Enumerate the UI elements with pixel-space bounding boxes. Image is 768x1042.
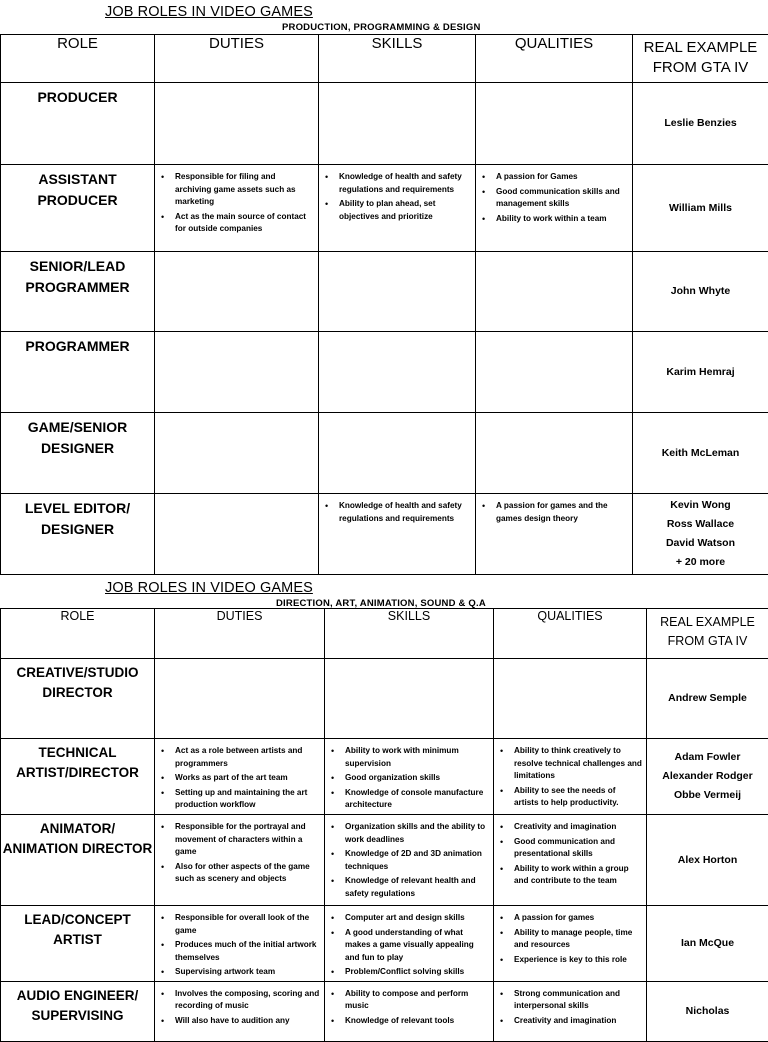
header-duties: DUTIES (155, 35, 319, 83)
bullet-item: • Ability to think creatively to resolve technical challenges and limitations (514, 745, 642, 783)
duties-list (155, 982, 324, 1028)
qualities-list (494, 982, 646, 1028)
section2-title: JOB ROLES IN VIDEO GAMES (105, 580, 313, 596)
qualities-list (476, 165, 632, 225)
bullet-item: • Supervising artwork team (175, 966, 320, 979)
skills-list (319, 83, 475, 89)
qualities-cell (476, 332, 633, 413)
bullet-item: • Knowledge of health and safety regulations and requirements (339, 171, 471, 196)
real-example-cell (647, 981, 768, 1041)
role-cell: AUDIO ENGINEER/ SUPERVISING (1, 981, 155, 1041)
duties-list (155, 165, 318, 236)
skills-cell (319, 494, 476, 575)
bullet-item: • Problem/Conflict solving skills (345, 966, 489, 979)
roles-table-direction (0, 608, 768, 1042)
duties-cell (155, 83, 319, 165)
qualities-cell (494, 659, 647, 739)
bullet-item: • Knowledge of relevant tools (345, 1015, 489, 1028)
duties-list (155, 906, 324, 979)
real-example-cell (647, 659, 768, 739)
bullet-item: • Organization skills and the ability to work deadlines (345, 821, 489, 846)
section1-subtitle: PRODUCTION, PROGRAMMING & DESIGN (282, 22, 481, 33)
duties-cell (155, 659, 325, 739)
example-name: David Watson (633, 534, 768, 553)
table-row (1, 659, 768, 739)
example-name: Kevin Wong (633, 496, 768, 515)
role-cell: ANIMATOR/ ANIMATION DIRECTOR (1, 815, 155, 906)
bullet-item: • Experience is key to this role (514, 954, 642, 967)
skills-cell (325, 981, 494, 1041)
duties-cell (155, 332, 319, 413)
example-name: Alexander Rodger (647, 767, 768, 786)
example-name: Nicholas (647, 1002, 768, 1021)
qualities-list (476, 494, 632, 525)
role-cell: GAME/SENIOR DESIGNER (1, 413, 155, 494)
table-row (1, 252, 768, 332)
role-cell: ASSISTANT PRODUCER (1, 165, 155, 252)
real-example-cell (633, 494, 768, 575)
duties-list (155, 332, 318, 338)
bullet-item: • Act as a role between artists and programmers (175, 745, 320, 770)
skills-cell (325, 906, 494, 982)
skills-cell (319, 252, 476, 332)
role-cell: CREATIVE/STUDIO DIRECTOR (1, 659, 155, 739)
section1-title: JOB ROLES IN VIDEO GAMES (105, 4, 313, 20)
example-name: Obbe Vermeij (647, 786, 768, 805)
bullet-item: • A passion for games (514, 912, 642, 925)
example-name: Ross Wallace (633, 515, 768, 534)
bullet-item: • Will also have to audition any (175, 1015, 320, 1028)
duties-list (155, 83, 318, 89)
bullet-item: • Setting up and maintaining the art production workflow (175, 787, 320, 812)
qualities-list (476, 252, 632, 258)
qualities-list (494, 906, 646, 966)
skills-list (325, 906, 493, 979)
example-name: William Mills (633, 199, 768, 218)
duties-cell (155, 413, 319, 494)
header-qualities: QUALITIES (476, 35, 633, 83)
duties-list (155, 659, 324, 665)
bullet-item: • Ability to manage people, time and resources (514, 927, 642, 952)
section2-subtitle: DIRECTION, ART, ANIMATION, SOUND & Q.A (276, 598, 486, 609)
bullet-item: • Responsible for filing and archiving game assets such as marketing (175, 171, 314, 209)
real-example-cell (633, 332, 768, 413)
skills-list (325, 739, 493, 812)
table-row (1, 83, 768, 165)
qualities-cell (476, 165, 633, 252)
example-name: Keith McLeman (633, 444, 768, 463)
qualities-cell (476, 413, 633, 494)
role-cell: PROGRAMMER (1, 332, 155, 413)
table-header-row (1, 609, 768, 659)
role-cell: LEVEL EDITOR/ DESIGNER (1, 494, 155, 575)
example-name: Adam Fowler (647, 748, 768, 767)
bullet-item: • Ability to plan ahead, set objectives and prioritize (339, 198, 471, 223)
header-role: ROLE (1, 609, 155, 659)
qualities-cell (494, 906, 647, 982)
bullet-item: • Knowledge of health and safety regulations and requirements (339, 500, 471, 525)
duties-list (155, 739, 324, 812)
bullet-item: • Knowledge of relevant health and safety regulations (345, 875, 489, 900)
bullet-item: • Good organization skills (345, 772, 489, 785)
role-cell: LEAD/CONCEPT ARTIST (1, 906, 155, 982)
example-name: Alex Horton (647, 851, 768, 870)
bullet-item: • Knowledge of 2D and 3D animation techniques (345, 848, 489, 873)
bullet-item: • Creativity and imagination (514, 1015, 642, 1028)
duties-list (155, 815, 324, 886)
bullet-item: • A passion for games and the games design theory (496, 500, 628, 525)
bullet-item: • Involves the composing, scoring and recording of music (175, 988, 320, 1013)
skills-list (319, 494, 475, 525)
bullet-item: • Works as part of the art team (175, 772, 320, 785)
real-example-cell (633, 83, 768, 165)
table-row (1, 413, 768, 494)
bullet-item: • Strong communication and interpersonal skills (514, 988, 642, 1013)
duties-list (155, 252, 318, 258)
skills-list (319, 252, 475, 258)
duties-list (155, 494, 318, 500)
skills-cell (319, 413, 476, 494)
bullet-item: • Creativity and imagination (514, 821, 642, 834)
bullet-item: • Act as the main source of contact for outside companies (175, 211, 314, 236)
skills-list (319, 332, 475, 338)
skills-cell (319, 165, 476, 252)
table-row (1, 332, 768, 413)
example-name: John Whyte (633, 282, 768, 301)
duties-cell (155, 981, 325, 1041)
real-example-cell (633, 413, 768, 494)
qualities-cell (476, 252, 633, 332)
bullet-item: • Good communication and presentational skills (514, 836, 642, 861)
example-name: Ian McQue (647, 934, 768, 953)
qualities-list (476, 332, 632, 338)
qualities-cell (494, 739, 647, 815)
qualities-cell (476, 494, 633, 575)
header-duties: DUTIES (155, 609, 325, 659)
qualities-list (476, 83, 632, 89)
real-example-cell (647, 906, 768, 982)
example-name: + 20 more (633, 553, 768, 572)
table-row (1, 165, 768, 252)
skills-cell (319, 83, 476, 165)
real-example-cell (633, 252, 768, 332)
skills-cell (325, 739, 494, 815)
qualities-list (476, 413, 632, 419)
duties-cell (155, 165, 319, 252)
bullet-item: • A passion for Games (496, 171, 628, 184)
skills-cell (319, 332, 476, 413)
duties-cell (155, 906, 325, 982)
bullet-item: • Also for other aspects of the game such as scenery and objects (175, 861, 320, 886)
bullet-item: • Ability to compose and perform music (345, 988, 489, 1013)
table-row (1, 815, 768, 906)
role-cell: SENIOR/LEAD PROGRAMMER (1, 252, 155, 332)
table-row (1, 981, 768, 1041)
example-name: Karim Hemraj (633, 363, 768, 382)
skills-list (325, 815, 493, 900)
bullet-item: • Responsible for the portrayal and movement of characters within a game (175, 821, 320, 859)
real-example-cell (633, 165, 768, 252)
skills-cell (325, 815, 494, 906)
table-row (1, 906, 768, 982)
example-name: Leslie Benzies (633, 114, 768, 133)
header-qualities: QUALITIES (494, 609, 647, 659)
skills-list (319, 165, 475, 223)
bullet-item: • Produces much of the initial artwork themselves (175, 939, 320, 964)
skills-list (325, 659, 493, 665)
real-example-cell (647, 739, 768, 815)
qualities-list (494, 815, 646, 888)
skills-list (319, 413, 475, 419)
table-row (1, 494, 768, 575)
qualities-cell (494, 815, 647, 906)
role-cell: TECHNICAL ARTIST/DIRECTOR (1, 739, 155, 815)
bullet-item: • A good understanding of what makes a game visually appealing and fun to play (345, 927, 489, 965)
qualities-cell (476, 83, 633, 165)
bullet-item: • Ability to work within a team (496, 213, 628, 226)
skills-list (325, 982, 493, 1028)
bullet-item: • Computer art and design skills (345, 912, 489, 925)
real-example-cell (647, 815, 768, 906)
skills-cell (325, 659, 494, 739)
example-name: Andrew Semple (647, 689, 768, 708)
duties-cell (155, 815, 325, 906)
bullet-item: • Ability to see the needs of artists to help productivity. (514, 785, 642, 810)
header-skills: SKILLS (319, 35, 476, 83)
duties-cell (155, 494, 319, 575)
header-real-example: REAL EXAMPLE FROM GTA IV (633, 35, 768, 83)
duties-cell (155, 252, 319, 332)
role-cell: PRODUCER (1, 83, 155, 165)
qualities-list (494, 739, 646, 810)
bullet-item: • Good communication skills and management skills (496, 186, 628, 211)
table-header-row (1, 35, 768, 83)
bullet-item: • Responsible for overall look of the game (175, 912, 320, 937)
bullet-item: • Knowledge of console manufacture architecture (345, 787, 489, 812)
qualities-cell (494, 981, 647, 1041)
duties-cell (155, 739, 325, 815)
roles-table-production (0, 34, 768, 575)
bullet-item: • Ability to work within a group and contribute to the team (514, 863, 642, 888)
duties-list (155, 413, 318, 419)
header-real-example: REAL EXAMPLE FROM GTA IV (647, 609, 768, 659)
header-skills: SKILLS (325, 609, 494, 659)
bullet-item: • Ability to work with minimum supervision (345, 745, 489, 770)
header-role: ROLE (1, 35, 155, 83)
table-row (1, 739, 768, 815)
qualities-list (494, 659, 646, 665)
